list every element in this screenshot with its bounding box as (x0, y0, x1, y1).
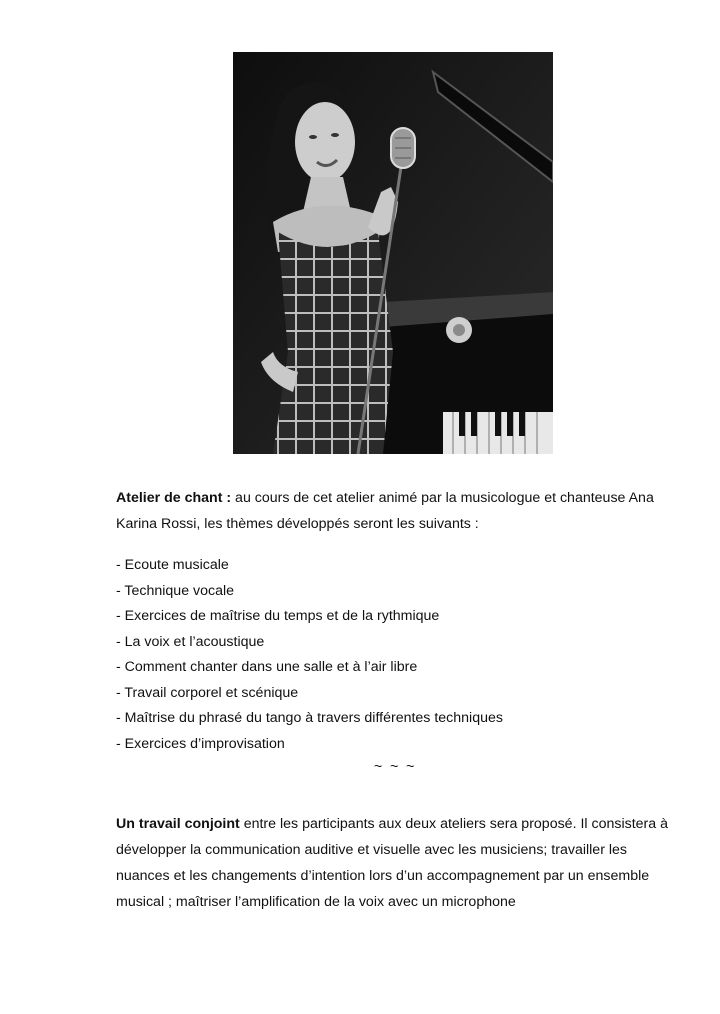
atelier-chant-intro (116, 485, 676, 537)
list-item: - Comment chanter dans une salle et à l’air libre (116, 659, 418, 675)
themes-list (116, 553, 676, 757)
list-item: - Technique vocale (116, 582, 235, 599)
list-item: - La voix et l’acoustique (116, 633, 265, 650)
list-item: - Ecoute musicale (116, 557, 229, 573)
list-item: - Maîtrise du phrasé du tango à travers différentes techniques (116, 710, 503, 726)
travail-conjoint-paragraph (116, 811, 676, 915)
list-item: - Exercices d’improvisation (116, 735, 285, 752)
atelier-chant-heading: Atelier de chant : (116, 490, 232, 506)
travail-conjoint-heading: Un travail conjoint (116, 816, 240, 832)
singer-photo (233, 52, 553, 454)
travail-conjoint-text: entre les participants aux deux ateliers sera proposé. Il consistera à développer la communication auditive et visuelle avec les musiciens; travailler les nuances et les changements d’intention lors d’un accompagnement par un ensemble musical ; maîtriser l’amplification de la voix avec un microphone (116, 816, 668, 910)
section-separator: ~ ~ ~ (374, 758, 417, 774)
list-item: - Exercices de maîtrise du temps et de la rythmique (116, 608, 440, 624)
atelier-chant-text: au cours de cet atelier animé par la musicologue et chanteuse Ana Karina Rossi, les thèmes développés seront les suivants : (116, 490, 654, 532)
list-item: - Travail corporel et scénique (116, 684, 299, 701)
singer-with-microphone-photo (233, 52, 553, 454)
